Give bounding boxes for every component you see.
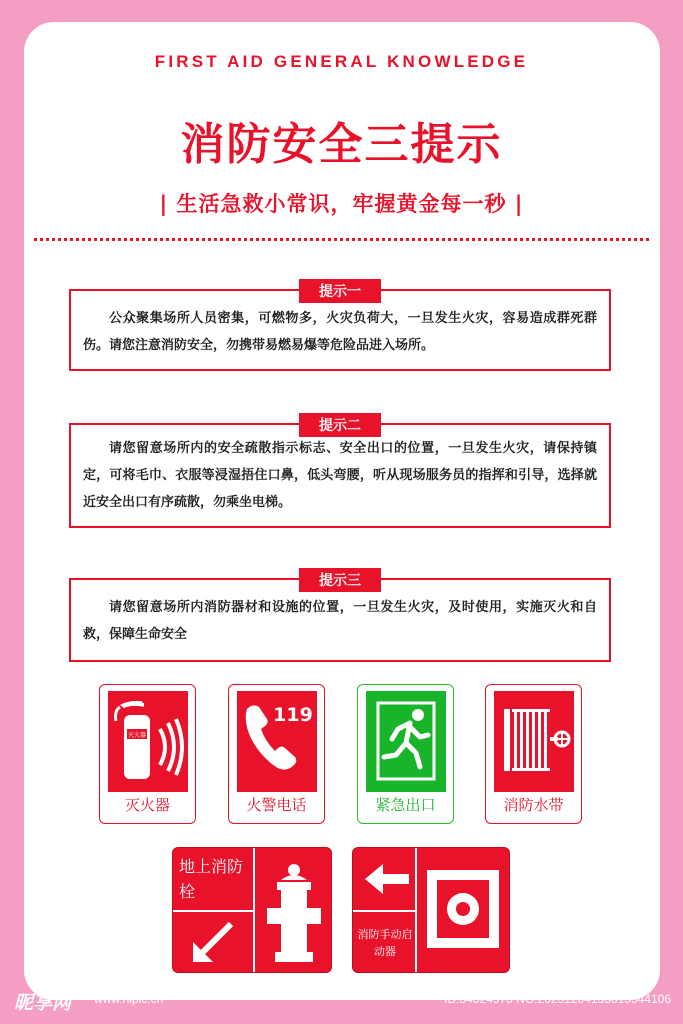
running-man-icon [366, 691, 446, 792]
fire-hose-icon [494, 691, 574, 792]
sign-fire-extinguisher [99, 684, 196, 824]
page-title: 消防安全三提示 [180, 119, 503, 170]
dotted-divider [34, 238, 649, 241]
divider [253, 848, 255, 973]
watermark-id: ID:34524973 NO:20231204133815544106 [444, 992, 671, 1006]
tip-label-2: 提示二 [299, 413, 381, 437]
arrow-left-icon [361, 862, 415, 898]
sign-emergency-exit [357, 684, 454, 824]
phone-number: 119 [273, 704, 313, 726]
tip-box-2 [69, 418, 611, 528]
watermark-logo: 昵享网 [14, 992, 72, 1014]
extinguisher-tag: 灭火器 [127, 732, 147, 739]
tip-text-2: 请您留意场所内的安全疏散指示标志、安全出口的位置，一旦发生火灾，请保持镇定，可将毛巾、衣服等浸湿捂住口鼻，低头弯腰，听从现场服务员的指挥和引导，选择就近安全出口有序疏散，勿乘坐电梯。 [83, 441, 597, 510]
sign-caption-extinguisher: 灭火器 [124, 796, 170, 814]
phone-icon [237, 691, 317, 792]
sign-caption-exit: 紧急出口 [375, 796, 436, 814]
tip-text-1: 公众聚集场所人员密集，可燃物多，火灾负荷大，一旦发生火灾，容易造成群死群伤。请您注意消防安全，勿携带易燃易爆等危险品进入场所。 [83, 311, 597, 353]
divider [353, 910, 415, 912]
subtitle: | 生活急救小常识，牢握黄金每一秒 | [159, 192, 524, 216]
fire-hydrant-icon [259, 856, 329, 968]
divider [173, 910, 253, 912]
english-title: FIRST AID GENERAL KNOWLEDGE [154, 52, 529, 71]
hydrant-label: 地上消防栓 [179, 857, 244, 901]
arrow-down-left-icon [185, 918, 241, 968]
sign-caption-hose: 消防水带 [503, 796, 564, 814]
sign-fire-phone [228, 684, 325, 824]
alarm-label: 消防手动启动器 [357, 928, 413, 958]
tip-box-3 [69, 573, 611, 662]
tip-label-1: 提示一 [299, 279, 381, 303]
tip-text-3: 请您留意场所内消防器材和设施的位置，一旦发生火灾，及时使用，实施灭火和自救，保障生命安全 [83, 600, 597, 642]
sign-fire-hydrant [172, 847, 332, 973]
sign-fire-hose [485, 684, 582, 824]
alarm-button-icon [423, 866, 503, 952]
tip-box-1 [69, 284, 611, 371]
sign-manual-alarm [352, 847, 510, 973]
tip-label-3: 提示三 [299, 568, 381, 592]
fire-extinguisher-icon [108, 691, 188, 792]
watermark-url: www.nipic.cn [94, 992, 164, 1006]
sign-caption-phone: 火警电话 [246, 796, 307, 814]
divider [415, 848, 417, 973]
